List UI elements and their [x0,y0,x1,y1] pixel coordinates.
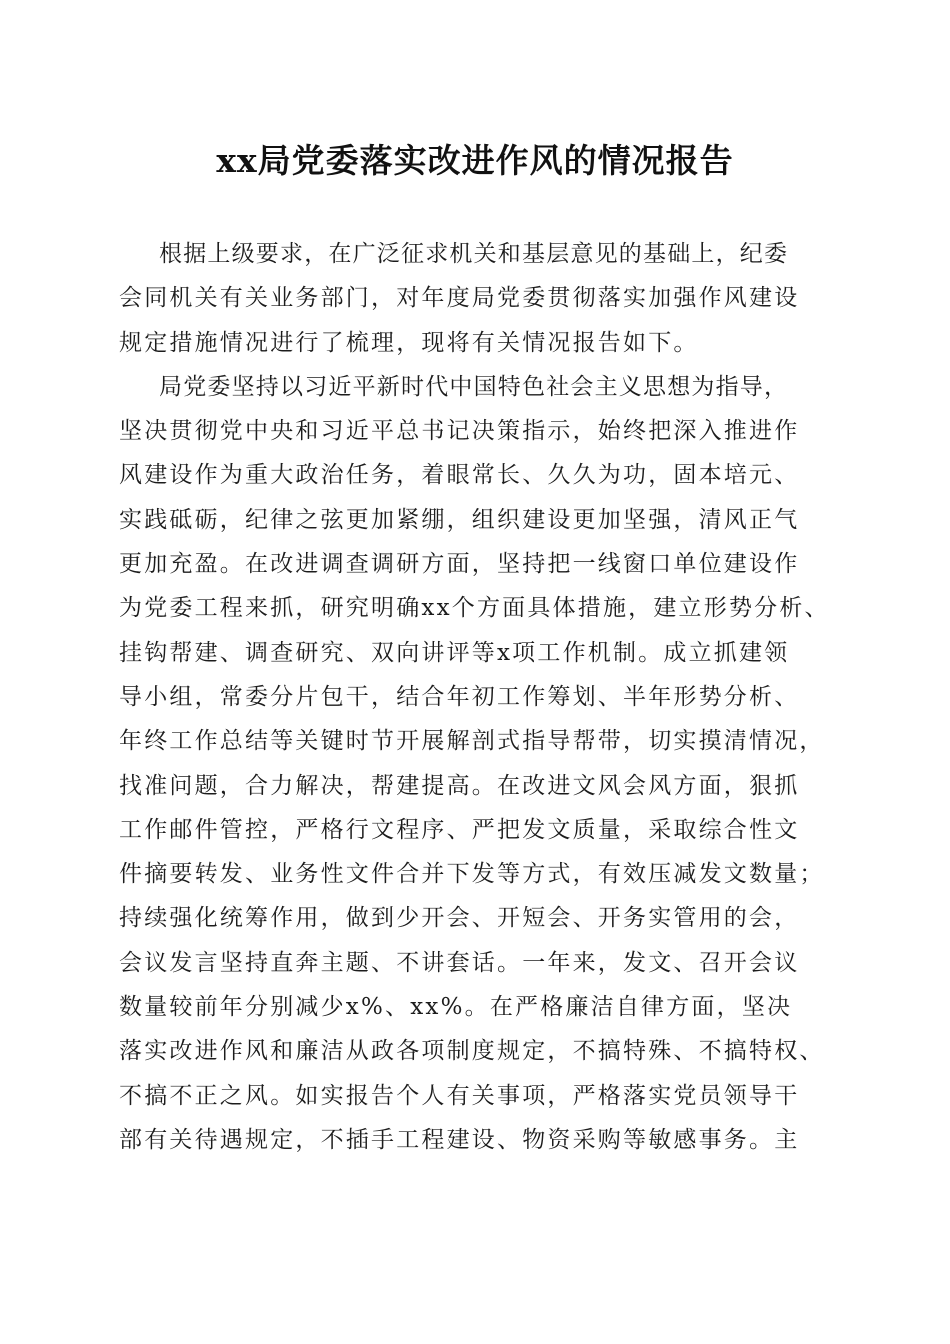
text-line: 局党委坚持以习近平新时代中国特色社会主义思想为指导， [159,373,789,400]
text-line: 为党委工程来抓，研究明确xx个方面具体措施，建立形势分析、 [119,595,830,622]
text-line: 实践砥砺，纪律之弦更加紧绷，组织建设更加坚强，清风正气 [119,506,800,533]
text-line: 导小组，常委分片包干，结合年初工作筹划、半年形势分析、 [119,683,800,710]
paragraph-intro [119,232,831,365]
paragraph-body [119,365,831,1162]
text-line: 会同机关有关业务部门，对年度局党委贯彻落实加强作风建设 [119,285,800,312]
document-title: xx局党委落实改进作风的情况报告 [216,141,734,180]
text-line: 根据上级要求，在广泛征求机关和基层意见的基础上，纪委 [159,241,789,267]
text-line: 风建设作为重大政治任务，着眼常长、久久为功，固本培元、 [119,462,800,489]
text-line: 挂钩帮建、调查研究、双向讲评等x项工作机制。成立抓建领 [119,639,790,666]
text-line: 数量较前年分别减少x%、xx%。在严格廉洁自律方面，坚决 [119,994,793,1021]
document-body [119,232,831,1162]
text-line: 部有关待遇规定，不插手工程建设、物资采购等敏感事务。主 [119,1126,800,1153]
text-line: 工作邮件管控，严格行文程序、严把发文质量，采取综合性文 [119,816,800,843]
text-line: 年终工作总结等关键时节开展解剖式指导帮带，切实摸清情况， [119,728,825,755]
text-line: 坚决贯彻党中央和习近平总书记决策指示，始终把深入推进作 [119,418,800,445]
text-line: 持续强化统筹作用，做到少开会、开短会、开务实管用的会， [119,905,800,932]
text-line: 找准问题，合力解决，帮建提高。在改进文风会风方面，狠抓 [119,772,800,799]
text-line: 件摘要转发、业务性文件合并下发等方式，有效压减发文数量； [119,861,825,888]
text-line: 规定措施情况进行了梳理，现将有关情况报告如下。 [119,329,699,356]
text-line: 落实改进作风和廉洁从政各项制度规定，不搞特殊、不搞特权、 [119,1038,825,1065]
text-line: 会议发言坚持直奔主题、不讲套话。一年来，发文、召开会议 [119,949,800,976]
text-line: 不搞不正之风。如实报告个人有关事项，严格落实党员领导干 [119,1082,800,1109]
text-line: 更加充盈。在改进调查调研方面，坚持把一线窗口单位建设作 [119,551,800,578]
